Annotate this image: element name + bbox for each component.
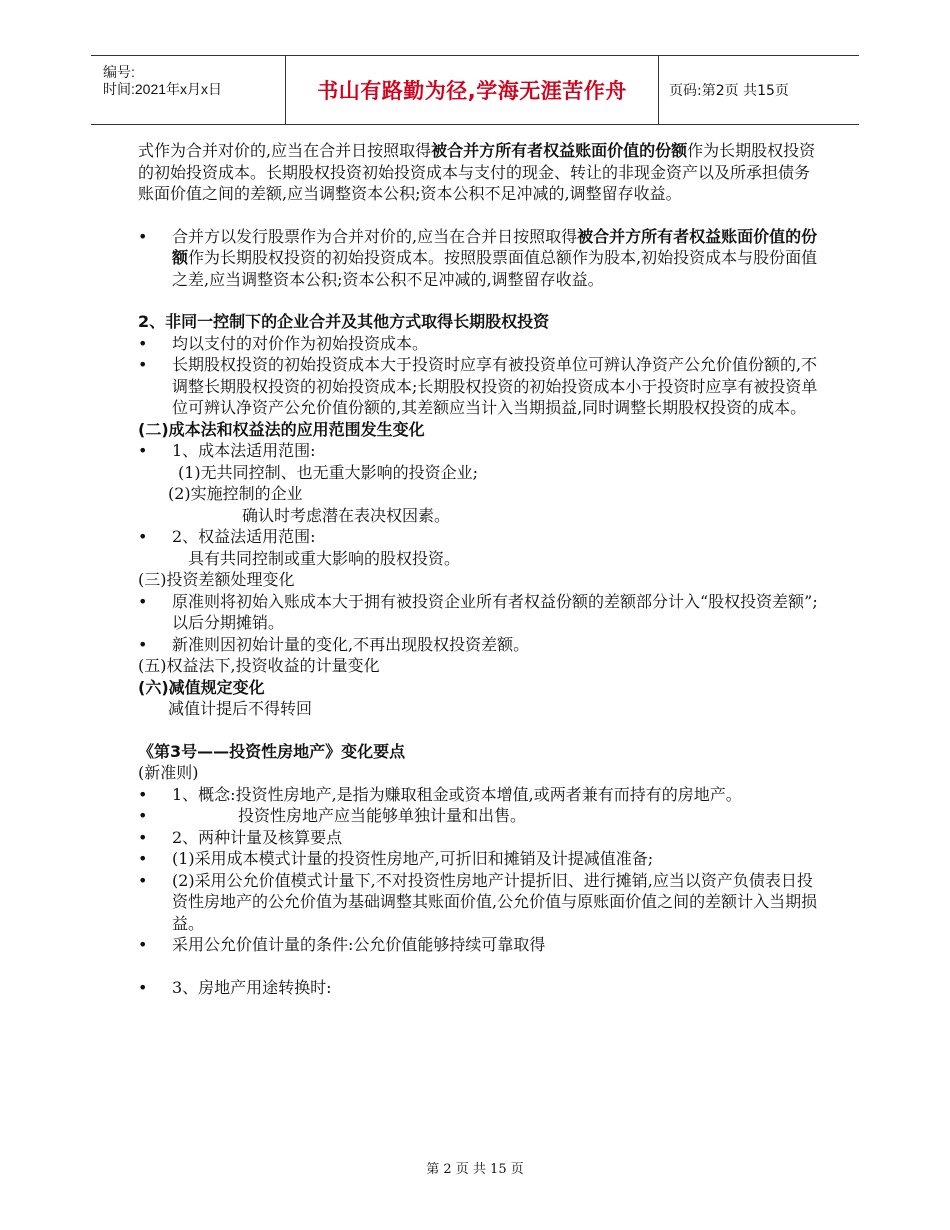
bullet-item: • 长期股权投资的初始投资成本大于投资时应享有被投资单位可辨认净资产公允价值份额的,不调整长期股权投资的初始投资成本;长期股权投资的初始投资成本小于投资时应享有被投资单位可辨认净资产公允价值份额的,其差额应当计入当期损益,同时调整长期股权投资的成本。 [138,355,818,417]
paragraph: 式作为合并对价的,应当在合并日按照取得被合并方所有者权益账面价值的份额作为长期股权投资的初始投资成本。长期股权投资初始投资成本与支付的现金、转让的非现金资产以及所承担债务账面价值之间的差额,应当调整资本公积;资本公积不足冲减的,调整留存收益。 [138,141,816,203]
section-heading: (二)成本法和权益法的应用范围发生变化 [138,419,425,439]
bullet-item: • 合并方以发行股票作为合并对价的,应当在合并日按照取得被合并方所有者权益账面价值的份额作为长期股权投资的初始投资成本。按照股票面值总额作为股本,初始投资成本与股份面值之差,应当调整资本公积;资本公积不足冲减的,调整留存收益。 [138,226,818,289]
sub-item: 具有共同控制或重大影响的股权投资。 [188,548,461,568]
page-footer: 第 2 页 共 15 页 [426,1162,524,1177]
bullet-item: • 1、概念:投资性房地产,是指为赚取租金或资本增值,或两者兼有而持有的房地产。 [138,784,742,804]
page-header [91,55,859,125]
sub-item: 减值计提后不得转回 [168,699,313,718]
motto-text: 书山有路勤为径,学海无涯苦作舟 [317,79,627,103]
section-heading: 《第3号——投资性房地产》变化要点 [138,741,406,761]
section-heading: (三)投资差额处理变化 [138,570,295,589]
sub-item: (新准则) [138,763,199,782]
bullet-item: • 投资性房地产应当能够单独计量和出售。 [138,806,527,825]
document-body [138,140,818,998]
header-page [657,56,859,124]
bullet-item: • 采用公允价值计量的条件:公允价值能够持续可靠取得 [138,935,546,954]
bullet-item: • 3、房地产用途转换时: [138,977,332,997]
bullet-item: • 2、两种计量及核算要点 [138,827,343,847]
header-motto [285,56,659,124]
bullet-item: • 均以支付的对价作为初始投资成本。 [138,333,429,353]
page-info: 页码:第2页 共15页 [669,83,789,99]
bullet-item: • (1)采用成本模式计量的投资性房地产,可折旧和摊销及计提减值准备; [138,849,654,868]
number-label: 编号: [103,64,135,80]
sub-item: 确认时考虑潜在表决权因素。 [242,505,451,525]
sub-item: (1)无共同控制、也无重大影响的投资企业; [178,462,479,482]
bullet-item: • 1、成本法适用范围: [138,441,316,460]
section-heading: 2、非同一控制下的企业合并及其他方式取得长期股权投资 [138,312,550,331]
header-meta [91,56,285,124]
bullet-item: • 新准则因初始计量的变化,不再出现股权投资差额。 [138,634,530,654]
time-label: 时间:2021年x月x日 [103,81,223,97]
bullet-item: • (2)采用公允价值模式计量下,不对投资性房地产计提折旧、进行摊销,应当以资产负债表日投资性房地产的公允价值为基础调整其账面价值,公允价值与原账面价值之间的差额计入当期损益。 [138,870,818,933]
bullet-item: • 原准则将初始入账成本大于拥有被投资企业所有者权益份额的差额部分计入“股权投资差额”;以后分期摊销。 [138,591,818,632]
sub-item: (2)实施控制的企业 [168,484,303,503]
bullet-item: • 2、权益法适用范围: [138,527,316,546]
section-heading: (六)减值规定变化 [138,677,265,697]
section-heading: (五)权益法下,投资收益的计量变化 [138,656,380,675]
